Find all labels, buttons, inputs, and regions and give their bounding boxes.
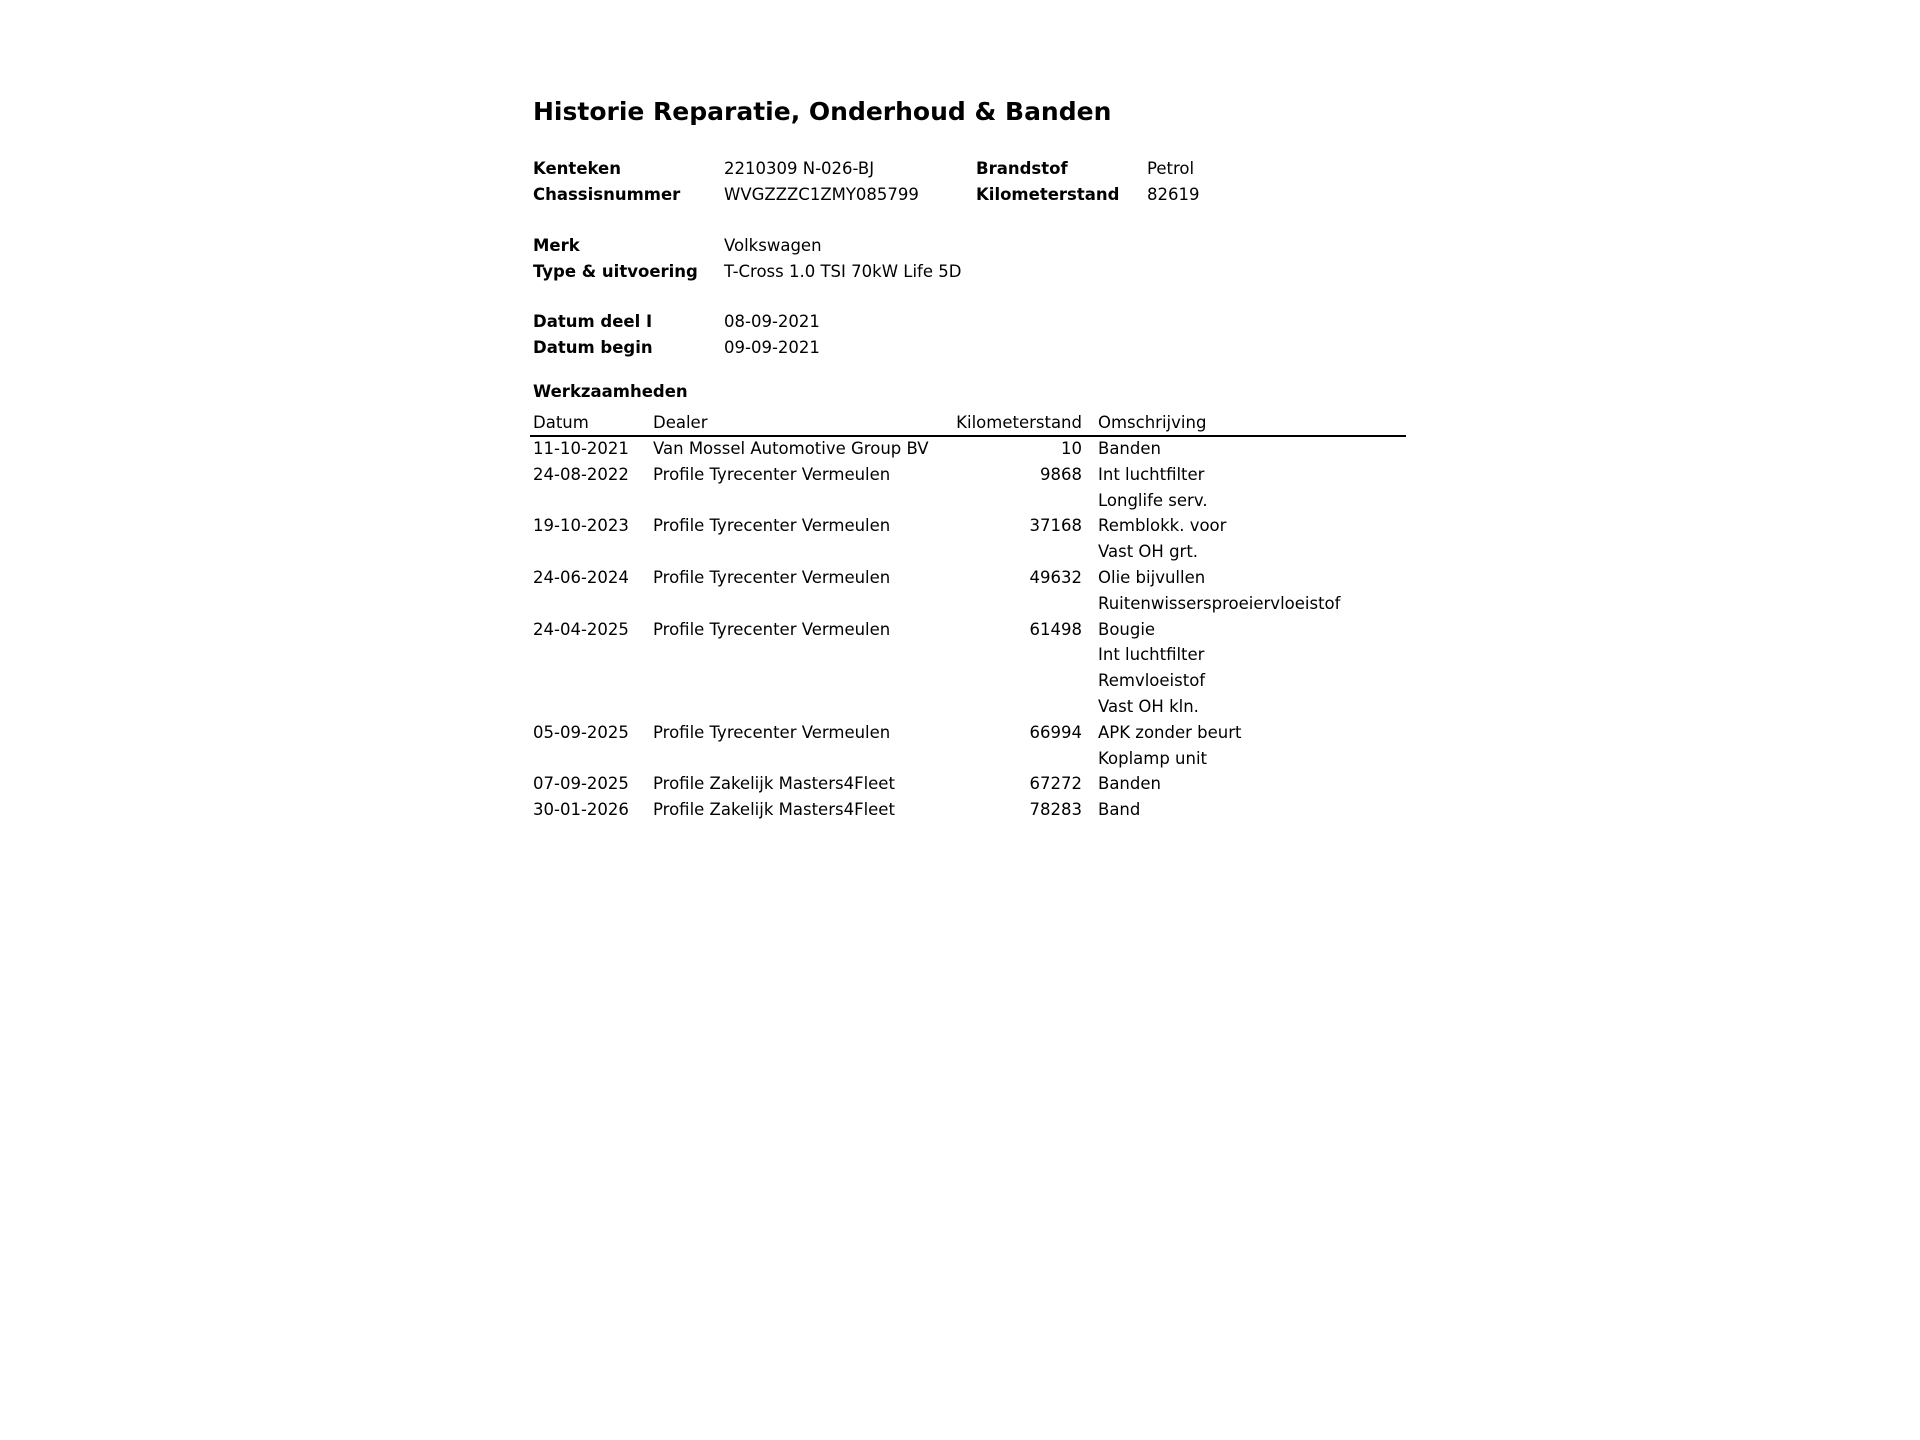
row-dealer: Profile Tyrecenter Vermeulen [653,722,891,742]
werkzaamheden-title: Werkzaamheden [533,382,688,401]
row-datum: 19-10-2023 [533,516,629,536]
row-datum: 24-06-2024 [533,568,629,587]
row-kilometerstand: 78283 [1029,800,1082,820]
row-omschrijving: Bougie [1098,619,1156,639]
table-header-rule [530,435,1406,437]
row-datum: 24-08-2022 [533,464,629,484]
chassisnummer-value: WVGZZZC1ZMY085799 [724,185,919,204]
row-datum: 30-01-2026 [533,800,629,820]
row-omschrijving: Koplamp unit [1098,748,1208,768]
row-omschrijving: Remvloeistof [1098,671,1206,691]
row-omschrijving: Longlife serv. [1098,490,1208,510]
brandstof-value: Petrol [1147,159,1195,178]
column-header-omschrijving: Omschrijving [1098,413,1207,432]
row-datum: 24-04-2025 [533,619,629,639]
row-dealer: Profile Tyrecenter Vermeulen [653,619,891,639]
document-title: Historie Reparatie, Onderhoud & Banden [533,97,1112,126]
row-datum: 05-09-2025 [533,722,629,742]
row-kilometerstand: 66994 [1029,722,1082,742]
merk-value: Volkswagen [724,236,822,255]
row-omschrijving: Ruitenwissersproeiervloeistof [1098,593,1341,613]
datum-deel-value: 08-09-2021 [724,312,820,331]
row-dealer: Van Mossel Automotive Group BV [653,439,929,458]
chassisnummer-label: Chassisnummer [533,185,681,204]
type-label: Type & uitvoering [533,262,698,281]
row-datum: 07-09-2025 [533,774,629,794]
merk-label: Merk [533,236,580,255]
row-kilometerstand: 10 [1061,439,1082,458]
row-kilometerstand: 49632 [1029,568,1082,587]
row-omschrijving: Band [1098,800,1141,820]
row-omschrijving: Int luchtfilter [1098,464,1205,484]
column-header-datum: Datum [533,413,589,432]
row-datum: 11-10-2021 [533,439,629,458]
brandstof-label: Brandstof [976,159,1068,178]
datum-begin-label: Datum begin [533,338,653,357]
row-omschrijving: Int luchtfilter [1098,645,1205,665]
column-header-kilometerstand: Kilometerstand [956,413,1082,432]
row-kilometerstand: 61498 [1029,619,1082,639]
row-kilometerstand: 67272 [1029,774,1082,794]
row-omschrijving: Vast OH grt. [1098,542,1199,562]
row-dealer: Profile Tyrecenter Vermeulen [653,516,891,536]
datum-begin-value: 09-09-2021 [724,338,820,357]
row-dealer: Profile Tyrecenter Vermeulen [653,568,891,587]
row-kilometerstand: 37168 [1029,516,1082,536]
type-value: T-Cross 1.0 TSI 70kW Life 5D [724,262,962,281]
kilometerstand-value: 82619 [1147,185,1200,204]
row-omschrijving: APK zonder beurt [1098,722,1242,742]
row-omschrijving: Banden [1098,439,1161,458]
kenteken-value: 2210309 N-026-BJ [724,159,875,178]
row-dealer: Profile Zakelijk Masters4Fleet [653,774,895,794]
column-header-dealer: Dealer [653,413,708,432]
row-omschrijving: Remblokk. voor [1098,516,1227,536]
datum-deel-label: Datum deel I [533,312,653,331]
kilometerstand-label: Kilometerstand [976,185,1120,204]
kenteken-label: Kenteken [533,159,621,178]
row-omschrijving: Olie bijvullen [1098,568,1206,587]
row-dealer: Profile Tyrecenter Vermeulen [653,464,891,484]
row-kilometerstand: 9868 [1040,464,1082,484]
row-omschrijving: Vast OH kln. [1098,697,1199,716]
row-dealer: Profile Zakelijk Masters4Fleet [653,800,895,820]
row-omschrijving: Banden [1098,774,1161,794]
